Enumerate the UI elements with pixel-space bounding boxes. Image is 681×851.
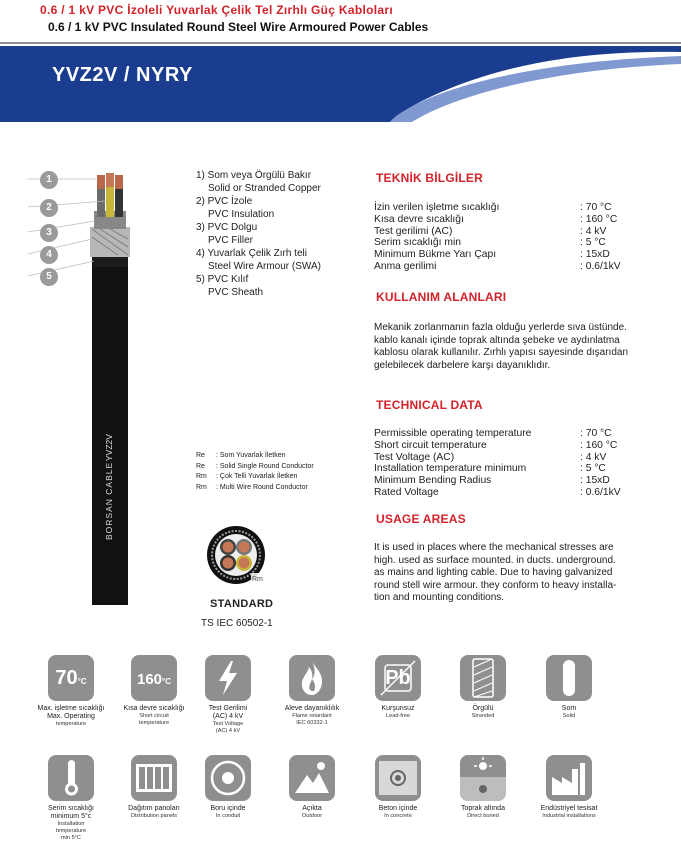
cable-print-brand: BORSAN CABLE bbox=[104, 461, 114, 540]
max-operating-temperature-icon: 70°C bbox=[48, 655, 94, 701]
installation-temperature-feature: Serim sıcaklığı minimum 5°c Installation temperature min 5°C bbox=[21, 755, 121, 842]
outdoor-feature: Açıkta Outdoor bbox=[262, 755, 362, 820]
part-4: 4) Yuvarlak Çelik Zırh teli Steel Wire Armour (SWA) bbox=[196, 248, 321, 272]
standard-code: TS IEC 60502-1 bbox=[201, 618, 273, 629]
test-voltage-icon bbox=[205, 655, 251, 701]
industrial-installations-feature: Endüstriyel tesisat Industrial installations bbox=[519, 755, 619, 820]
technical-row: Installation temperature minimum : 5 °C bbox=[374, 463, 606, 475]
usage-heading: USAGE AREAS bbox=[376, 512, 466, 526]
short-circuit-temperature-icon: 160°C bbox=[131, 655, 177, 701]
solid-icon bbox=[546, 655, 592, 701]
short-circuit-temperature-feature: 160°C Kısa devre sıcaklığı Short circuit temperature bbox=[104, 655, 204, 727]
cable-illustration bbox=[0, 165, 200, 605]
installation-temperature-icon bbox=[48, 755, 94, 801]
outdoor-icon bbox=[289, 755, 335, 801]
cross-section-label: Rm bbox=[252, 576, 263, 583]
usage-text: It is used in places where the mechanical stresses are high. used as surface mounted. in ducts. underground. as mains and lighting cable. Due to having galvanized round stell wire armour. they conform to heavy installa- tion and mounting conditions. bbox=[374, 542, 617, 603]
cable-parts-list bbox=[196, 170, 321, 300]
test-voltage-feature: Test Gerilimi (AC) 4 kV Test Voltage (AC) 4 kV bbox=[178, 655, 278, 735]
flame-retardant-feature: Aleve dayanıklılık Flame retardant IEC 60332-1 bbox=[262, 655, 362, 727]
callout-1: 1 bbox=[40, 171, 58, 189]
callout-4: 4 bbox=[40, 246, 58, 264]
industrial-installations-icon bbox=[546, 755, 592, 801]
teknik-row: Kısa devre sıcaklığı : 160 °C bbox=[374, 213, 618, 225]
technical-row: Short circuit temperature : 160 °C bbox=[374, 439, 618, 451]
callout-2: 2 bbox=[40, 199, 58, 217]
kullanim-text: Mekanik zorlanmanın fazla olduğu yerlerde sıva üstünde. kablo kanalı içinde toprak altında şebeke ve aydınlatma kablosu olarak kullanılır. Zırhlı yapısı sayesinde dışarıdan gelebilecek darbelere karşı dayanıklıdır. bbox=[374, 322, 629, 371]
teknik-row: Serim sıcaklığı min : 5 °C bbox=[374, 237, 606, 249]
teknik-row: İzin verilen işletme sıcaklığı : 70 °C bbox=[374, 202, 612, 213]
distribution-panels-icon bbox=[131, 755, 177, 801]
technical-row: Minimum Bending Radius : 15xD bbox=[374, 475, 610, 487]
stranded-icon bbox=[460, 655, 506, 701]
callout-5: 5 bbox=[40, 268, 58, 286]
in-concrete-icon bbox=[375, 755, 421, 801]
technical-row: Test Voltage (AC) : 4 kV bbox=[374, 451, 607, 463]
stranded-feature: Örgülü Stranded bbox=[433, 655, 533, 720]
kullanim-heading: KULLANIM ALANLARI bbox=[376, 290, 507, 304]
max-operating-temperature-feature: 70°C Max. işletme sıcaklığı Max. Operating temperature bbox=[21, 655, 121, 728]
distribution-panels-feature: Dağıtım panoları Distribution panels bbox=[104, 755, 204, 820]
teknik-row: Test gerilimi (AC) : 4 kV bbox=[374, 225, 607, 237]
teknik-heading: TEKNİK BİLGİLER bbox=[376, 171, 483, 185]
title-turkish: 0.6 / 1 kV PVC İzoleli Yuvarlak Çelik Tel Zırhlı Güç Kabloları bbox=[40, 3, 393, 17]
cable-print-type: YVZ2V bbox=[104, 434, 114, 461]
part-2: 2) PVC İzole PVC Insulation bbox=[196, 196, 275, 220]
part-1: 1) Som veya Örgülü Bakır Solid or Stranded Copper bbox=[196, 170, 321, 194]
technical-table bbox=[374, 428, 680, 499]
flame-retardant-icon bbox=[289, 655, 335, 701]
cable-cross-section bbox=[206, 525, 266, 585]
callout-3: 3 bbox=[40, 224, 58, 242]
product-title: YVZ2V / NYRY bbox=[52, 64, 193, 86]
standard-label: STANDARD bbox=[210, 598, 274, 610]
teknik-table bbox=[374, 202, 680, 273]
part-3: 3) PVC Dolgu PVC Filler bbox=[196, 222, 258, 246]
solid-feature: Som Solid bbox=[519, 655, 619, 720]
lead-free-icon: Pb bbox=[375, 655, 421, 701]
technical-row: Rated Voltage : 0.6/1kV bbox=[374, 486, 621, 498]
technical-heading: TECHNICAL DATA bbox=[376, 398, 483, 412]
teknik-row: Anma gerilimi : 0.6/1kV bbox=[374, 260, 621, 272]
teknik-row: Minimum Bükme Yarı Çapı : 15xD bbox=[374, 249, 610, 261]
in-conduit-feature: Boru içinde In conduit bbox=[178, 755, 278, 820]
part-5: 5) PVC Kılıf PVC Sheath bbox=[196, 274, 264, 298]
in-conduit-icon bbox=[205, 755, 251, 801]
in-concrete-feature: Beton içinde In concrete bbox=[348, 755, 448, 820]
title-english: 0.6 / 1 kV PVC Insulated Round Steel Wire Armoured Power Cables bbox=[48, 20, 429, 34]
technical-row: Permissible operating temperature : 70 °C bbox=[374, 428, 612, 439]
lead-free-feature: Pb Kurşunsuz Lead-free bbox=[348, 655, 448, 720]
direct-buried-feature: Toprak altında Direct buried bbox=[433, 755, 533, 820]
direct-buried-icon bbox=[460, 755, 506, 801]
conductor-legend: Re : Som Yuvarlak İletken Re : Solid Single Round Conductor Rm : Çok Telli Yuvarlak İletken Rm : Multi Wire Round Conductor bbox=[196, 452, 314, 491]
